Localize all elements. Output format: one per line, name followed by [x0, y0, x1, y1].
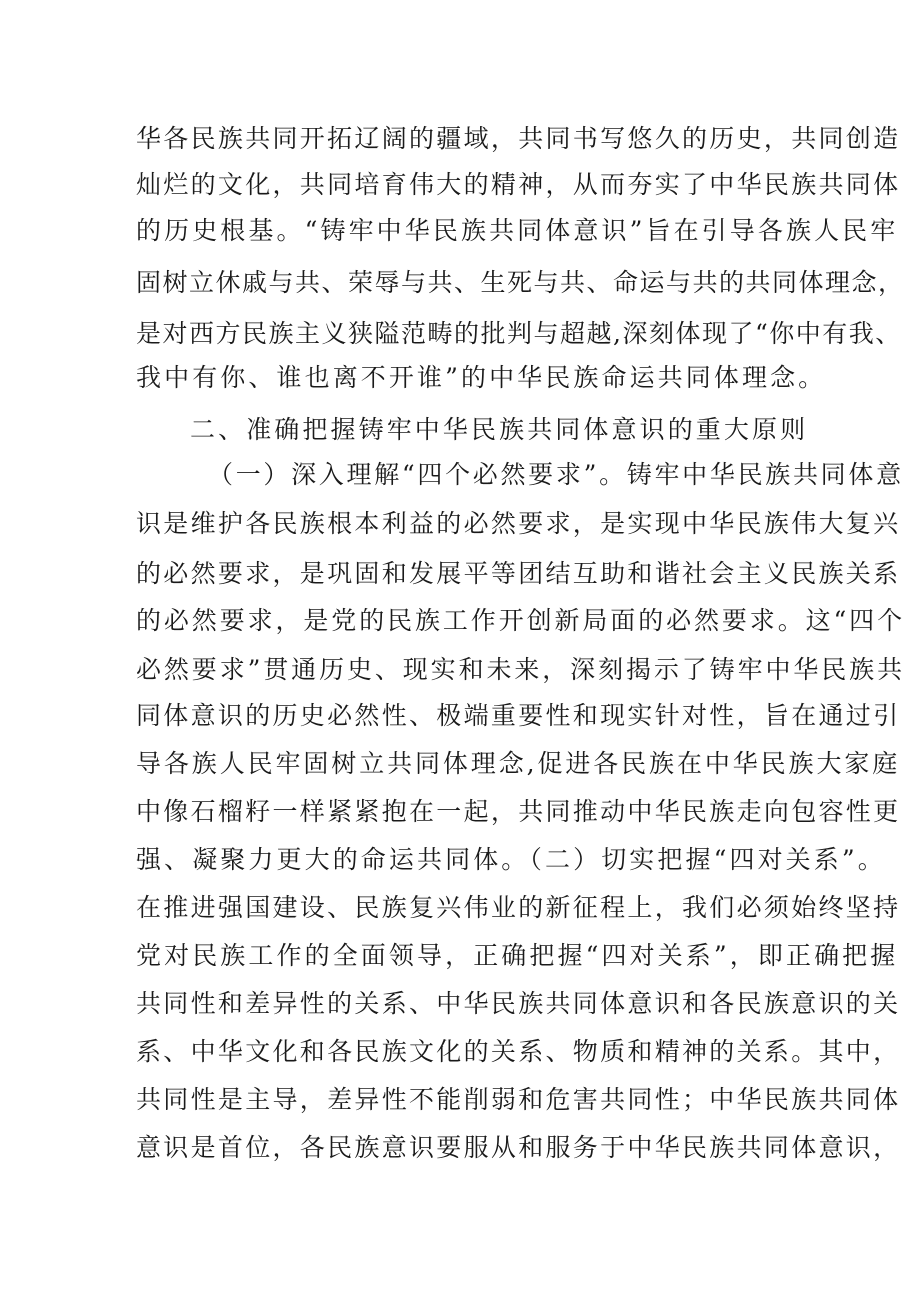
text-line-13: 同体意识的历史必然性、极端重要性和现实针对性，旨在通过引 — [136, 701, 901, 730]
text-line-22: 意识是首位，各民族意识要服从和服务于中华民族共同体意识， — [136, 1133, 901, 1162]
text-line-14: 导各族人民牢固树立共同体理念,促进各民族在中华民族大家庭 — [136, 749, 901, 778]
text-line-8: （一）深入理解“四个必然要求”。铸牢中华民族共同体意 — [208, 460, 904, 489]
text-line-5: 是对西方民族主义狭隘范畴的批判与超越,深刻体现了“你中有我、 — [136, 319, 902, 348]
text-line-12: 必然要求”贯通历史、现实和未来，深刻揭示了铸牢中华民族共 — [136, 655, 905, 684]
text-line-18: 党对民族工作的全面领导，正确把握“四对关系”，即正确把握 — [136, 941, 899, 970]
text-line-15: 中像石榴籽一样紧紧抱在一起，共同推动中华民族走向包容性更 — [136, 797, 901, 826]
text-line-10: 的必然要求，是巩固和发展平等团结互助和谐社会主义民族关系 — [136, 559, 901, 588]
text-line-6: 我中有你、谁也离不开谁”的中华民族命运共同体理念。 — [136, 363, 827, 392]
section-heading: 二、准确把握铸牢中华民族共同体意识的重大原则 — [190, 415, 809, 444]
text-line-21: 共同性是主导，差异性不能削弱和危害共同性；中华民族共同体 — [136, 1085, 901, 1114]
text-line-17: 在推进强国建设、民族复兴伟业的新征程上，我们必须始终坚持 — [136, 893, 901, 922]
text-line-2: 灿烂的文化，共同培育伟大的精神，从而夯实了中华民族共同体 — [136, 170, 901, 199]
text-line-3: 的历史根基。“铸牢中华民族共同体意识”旨在引导各族人民牢 — [136, 216, 899, 245]
text-line-9: 识是维护各民族根本利益的必然要求，是实现中华民族伟大复兴 — [136, 509, 901, 538]
text-line-1: 华各民族共同开拓辽阔的疆域，共同书写悠久的历史，共同创造 — [136, 124, 901, 153]
text-line-16: 强、凝聚力更大的命运共同体。（二）切实把握“四对关系”。 — [136, 845, 886, 874]
text-line-4: 固树立休戚与共、荣辱与共、生死与共、命运与共的共同体理念， — [136, 268, 905, 297]
text-line-11: 的必然要求，是党的民族工作开创新局面的必然要求。这“四个 — [136, 606, 905, 635]
text-line-20: 系、中华文化和各民族文化的关系、物质和精神的关系。其中， — [136, 1037, 901, 1066]
text-line-19: 共同性和差异性的关系、中华民族共同体意识和各民族意识的关 — [136, 989, 901, 1018]
